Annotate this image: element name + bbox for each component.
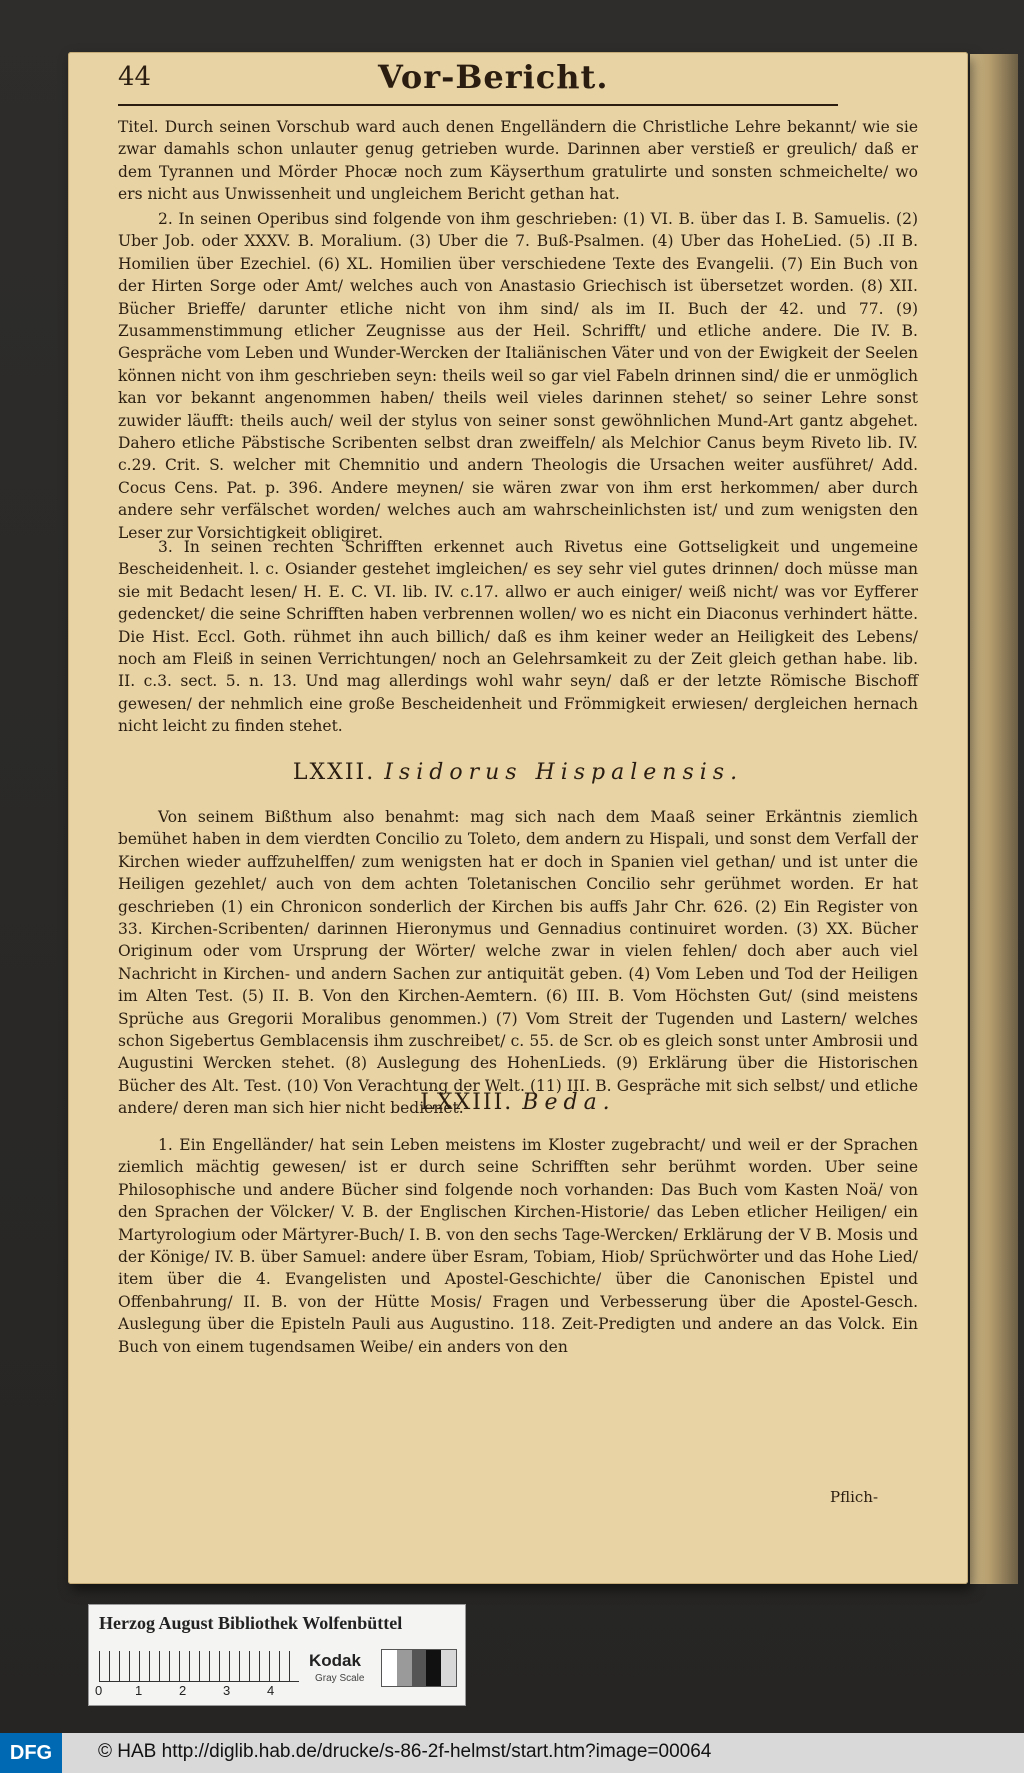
adjacent-page-edge xyxy=(970,54,1018,1584)
ruler-label: 2 xyxy=(179,1683,187,1698)
paragraph-text: 3. In seinen rechten Schrifften erkennet auch Rivetus eine Gottseligkeit und ungemeine Bescheidenheit. l. c. Osiander gestehet imgleichen/ es sey sehr viel gutes drinnen/ doch müsse man sie mit Bedacht lesen/ H. E. C. VI. lib. IV. c.17. allwo er auch einiger/ weiß nicht/ was vor Eyfferer gedencket/ die seine Schrifften haben verbrennen wollen/ wo es nicht ein Diaconus verhindert hätte. Die Hist. Eccl. Goth. rühmet ihn auch billich/ daß es ihm keiner weder an Heiligkeit des Lebens/ noch am Fleiß in seinen Verrichtungen/ noch an Gelehrsamkeit zu der Zeit gleich gethan habe. lib. II. c.3. sect. 5. n. 13. Und mag allerdings wohl wahr seyn/ daß er der letzte Römische Bischoff gewesen/ der nehmlich eine große Bescheidenheit und Frömmigkeit erwiesen/ dergleichen hernach nicht leicht zu finden stehet. xyxy=(118,538,918,736)
ruler-labels xyxy=(95,1683,295,1701)
gray-scale-label: Gray Scale xyxy=(315,1673,365,1684)
library-name: Herzog August Bibliothek Wolfenbüttel xyxy=(99,1613,403,1633)
gray-swatch xyxy=(426,1650,441,1686)
dfg-logo[interactable]: DFG xyxy=(0,1733,62,1773)
section-name: Isidorus Hispalensis. xyxy=(384,760,744,785)
ruler-label: 0 xyxy=(95,1683,103,1698)
gray-swatch xyxy=(397,1650,412,1686)
paragraph-text: Von seinem Bißthum also benahmt: mag sich nach dem Maaß seiner Erkäntnis ziemlich bemühet haben in dem vierdten Concilio zu Toleto, dem andern zu Hispali, und sonst dem Verfall der Kirchen wieder auffzuhelffen/ zum wenigsten hat er doch in Spanien viel gethan/ und ist unter die Heiligen gezehlet/ auch von dem achten Toletanischen Concilio sehr gerühmet worden. Er hat geschrieben (1) ein Chronicon sonderlich der Kirchen bis auffs Jahr Chr. 626. (2) Ein Register von 33. Kirchen-Scribenten/ darinnen Hieronymus und Gennadius continuiret worden. (3) XX. Bücher Originum oder vom Ursprung der Wörter/ welche zwar in vielen fehlen/ doch aber auch viel Nachricht in Kirchen- und andern Sachen zur antiquität geben. (4) Vom Leben und Tod der Heiligen im Alten Test. (5) II. B. Von den Kirchen-Aemtern. (6) III. B. Vom Höchsten Gut/ (sind meistens Sprüche aus Gregorii Moralibus genommen.) (7) Vom Streit der Tugenden und Lastern/ welches schon Sigebertus Gemblacensis ihm zuschreibet/ c. 55. de Scr. ob es gleich sonst unter Ambrosii und Augustini Wercken stehet. (8) Auslegung des HohenLieds. (9) Erklärung über die Historischen Bücher des Alt. Test. (10) Von Verachtung der Welt. (11) III. B. Gespräche mit sich selbst/ und etliche andere/ deren man sich hier nicht bedienet. xyxy=(118,808,918,1118)
section-heading-lxxiii xyxy=(118,1090,918,1115)
ruler-label: 1 xyxy=(135,1683,143,1698)
paragraph-gregory-intro xyxy=(118,116,918,206)
running-title: Vor-Bericht. xyxy=(378,58,609,96)
ruler-label: 4 xyxy=(267,1683,275,1698)
paragraph-gregory-works xyxy=(118,208,918,544)
section-numeral: LXXIII. xyxy=(420,1090,514,1115)
color-calibration-card xyxy=(88,1604,466,1706)
catchword: Pflich- xyxy=(830,1488,879,1506)
section-numeral: LXXII. xyxy=(292,760,376,785)
ruler-label: 3 xyxy=(223,1683,231,1698)
gray-swatch xyxy=(441,1650,456,1686)
page-header xyxy=(118,58,838,106)
paragraph-text: Titel. Durch seinen Vorschub ward auch denen Engelländern die Christliche Lehre bekannt/ wie sie zwar damahls schon unlauter genug getrieben wurde. Darinnen aber verstieß er greulich/ daß er dem Tyrannen und Mörder Phocæ noch zum Käyserthum gratulirte und sonsten schmeichelte/ wo ers nicht aus Unwissenheit und ungleichem Bericht gethan hat. xyxy=(118,118,918,204)
section-heading-lxxii xyxy=(118,760,918,785)
section-name: Beda. xyxy=(522,1090,616,1115)
copyright-link[interactable]: © HAB http://diglib.hab.de/drucke/s-86-2f-helmst/start.htm?image=00064 xyxy=(98,1741,712,1762)
gray-scale-swatches xyxy=(381,1649,457,1687)
paragraph-isidorus xyxy=(118,806,918,1120)
viewer-footer xyxy=(0,1733,1024,1773)
gray-swatch xyxy=(412,1650,427,1686)
kodak-logo: Kodak xyxy=(309,1651,361,1670)
page-number: 44 xyxy=(118,62,152,92)
paragraph-text: 2. In seinen Operibus sind folgende von ihm geschrieben: (1) VI. B. über das I. B. Samuelis. (2) Uber Job. oder XXXV. B. Moralium. (3) Uber die 7. Buß-Psalmen. (4) Uber das HoheLied. (5) .II B. Homilien über Ezechiel. (6) XL. Homilien über verschiedene Texte des Evangelii. (7) Ein Buch von der Hirten Sorge oder Amt/ welches auch von Anastasio Griechisch ist übersetzet worden. (8) XII. Bücher Brieffe/ darunter etliche nicht von ihm sind/ als im II. Buch der 42. und 77. (9) Zusammenstimmung etlicher Zeugnisse aus der Heil. Schrifft/ und etliche andere. Die IV. B. Gespräche vom Leben und Wunder-Wercken der Italiänischen Väter und von der Ewigkeit der Seelen können nicht von ihm geschrieben seyn: theils weil so gar viel Fabeln drinnen sind/ die er unmöglich kan vor bekannt angenommen haben/ theils weil vieles darinnen stehet/ so seiner Lehre sonst zuwider läufft: theils auch/ weil der stylus von seiner sonst gewöhnlichen Mund-Art gantz abgehet. Dahero etliche Päbstische Scribenten selbst dran zweiffeln/ als Melchior Canus beym Riveto lib. IV. c.29. Crit. S. welcher mit Chemnitio und andern Theologis die Ursachen weiter ausführet/ Add. Cocus Cens. Pat. p. 396. Andere meynen/ sie wären zwar von ihm erst herkommen/ aber durch andere sehr verfälschet worden/ welches auch am wahrscheinlichsten ist/ und zum wenigsten den Leser zur Vorsichtigkeit obligiret. xyxy=(118,210,918,542)
paragraph-beda xyxy=(118,1134,918,1358)
measurement-ruler xyxy=(99,1651,299,1682)
paragraph-gregory-character xyxy=(118,536,918,738)
paragraph-text: 1. Ein Engelländer/ hat sein Leben meistens im Kloster zugebracht/ und weil er der Sprachen ziemlich mächtig gewesen/ ist er durch seine Schrifften sehr berühmt worden. Uber seine Philosophische und andere Bücher sind folgende noch vorhanden: Das Buch vom Kasten Noä/ von den Sprachen der Völcker/ V. B. der Englischen Kirchen-Historie/ das Leben etlicher Heiligen/ ein Martyrologium oder Märtyrer-Buch/ I. B. von den sechs Tage-Wercken/ Erklärung der V B. Mosis und der Könige/ IV. B. über Samuel: andere über Esram, Tobiam, Hiob/ Sprüchwörter und das Hohe Lied/ item über die 4. Evangelisten und Apostel-Geschichte/ über die Canonischen Epistel und Offenbahrung/ II. B. von der Hütte Mosis/ Fragen und Verbesserung über die Apostel-Gesch. Auslegung über die Episteln Pauli aus Augustino. 118. Zeit-Predigten und andere an das Volck. Ein Buch von einem tugendsamen Weibe/ ein anders von den xyxy=(118,1136,918,1356)
gray-swatch xyxy=(382,1650,397,1686)
